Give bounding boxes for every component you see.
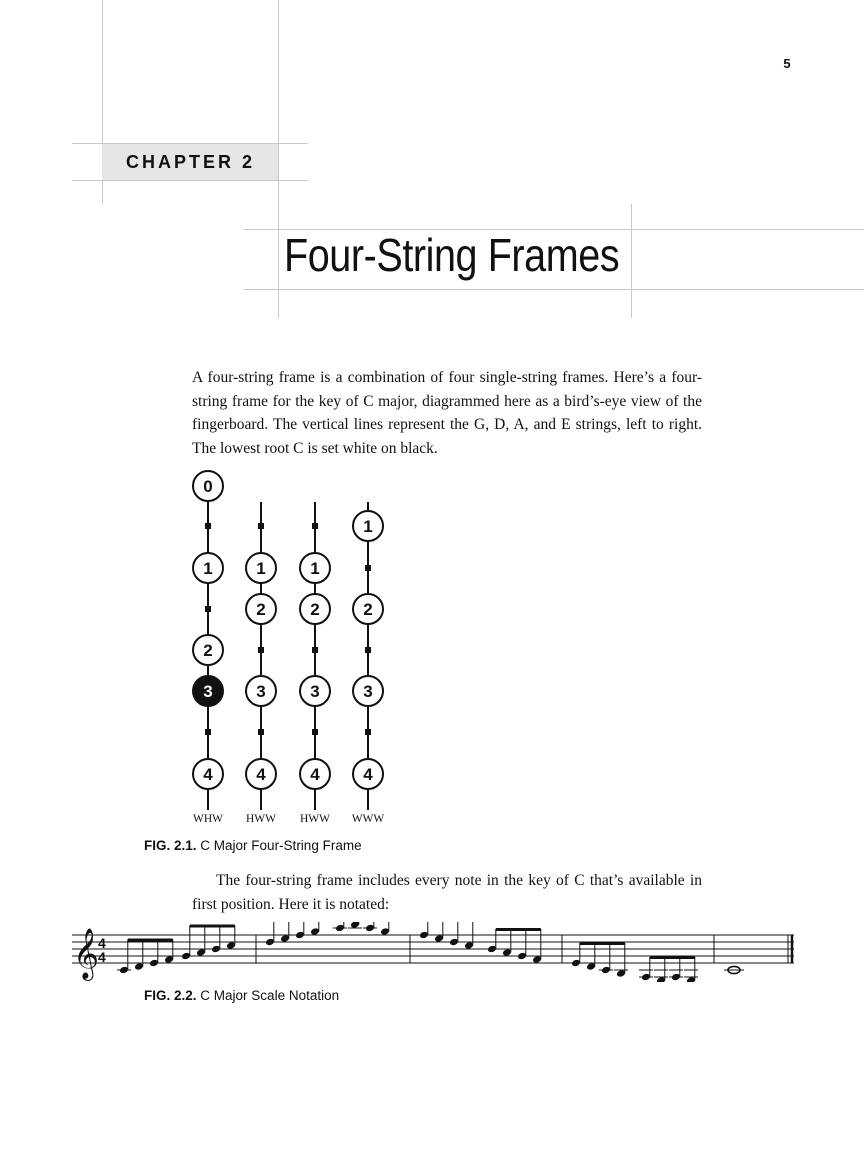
note-beam xyxy=(190,925,235,928)
interval-pattern-label: HWW xyxy=(299,813,331,825)
finger-number: 4 xyxy=(256,765,266,784)
finger-number: 2 xyxy=(203,641,213,660)
note-beam xyxy=(650,956,695,959)
finger-number: 1 xyxy=(310,559,320,578)
grid-rule-vertical-2 xyxy=(278,0,279,318)
figure-2-number: FIG. 2.2. xyxy=(144,988,197,1003)
note-beam xyxy=(580,942,625,945)
fret-marker xyxy=(312,523,318,529)
finger-number: 1 xyxy=(256,559,266,578)
fret-marker xyxy=(312,729,318,735)
finger-number: 1 xyxy=(203,559,213,578)
four-string-frame-diagram xyxy=(180,464,410,830)
finger-number: 3 xyxy=(256,682,266,701)
fret-marker xyxy=(258,523,264,529)
finger-number: 4 xyxy=(310,765,320,784)
finger-number: 2 xyxy=(310,600,320,619)
figure-1-caption-text: C Major Four-String Frame xyxy=(200,838,362,853)
finger-number: 4 xyxy=(203,765,213,784)
interval-pattern-label: WHW xyxy=(192,813,224,825)
fret-marker xyxy=(365,647,371,653)
note-beam xyxy=(128,939,173,942)
treble-clef-icon: 𝄞 xyxy=(73,928,100,979)
figure-1-number: FIG. 2.1. xyxy=(144,838,197,853)
grid-rule-horizontal-4 xyxy=(244,289,864,290)
finger-number: 3 xyxy=(310,682,320,701)
fret-marker xyxy=(365,729,371,735)
fret-marker xyxy=(312,647,318,653)
finger-number: 1 xyxy=(363,517,373,536)
body-paragraph-1: A four-string frame is a combination of four single-string frames. Here’s a four-string frame for the key of C major, diagrammed here as a bird’s-eye view of the fingerboard. The vertical lines represent the G, D, A, and E strings, left to right. The lowest root C is set white on black. xyxy=(192,369,702,457)
finger-number: 4 xyxy=(363,765,373,784)
interval-pattern-label: HWW xyxy=(245,813,277,825)
grid-rule-horizontal-2 xyxy=(72,180,308,181)
figure-2-caption xyxy=(144,988,339,1003)
fret-marker xyxy=(205,729,211,735)
fret-marker xyxy=(205,523,211,529)
finger-number: 3 xyxy=(203,682,213,701)
figure-2-caption-text: C Major Scale Notation xyxy=(200,988,340,1003)
finger-number: 0 xyxy=(203,477,213,496)
fret-marker xyxy=(365,565,371,571)
chapter-label: CHAPTER 2 xyxy=(126,152,256,172)
finger-number: 2 xyxy=(363,600,373,619)
time-signature-bottom: 4 xyxy=(98,949,106,965)
c-major-scale-staff xyxy=(70,922,800,982)
grid-rule-vertical-3 xyxy=(631,204,632,318)
finger-number: 3 xyxy=(363,682,373,701)
time-signature-top: 4 xyxy=(98,935,106,951)
chapter-title: Four-String Frames xyxy=(284,229,620,281)
interval-pattern-label: WWW xyxy=(351,813,385,825)
scale-notes xyxy=(117,922,744,982)
figure-1-caption xyxy=(144,838,362,853)
fret-marker xyxy=(258,729,264,735)
fret-marker xyxy=(258,647,264,653)
body-paragraph-2: The four-string frame includes every note in the key of C that’s available in first position. Here it is notated: xyxy=(192,872,702,913)
page-number: 5 xyxy=(783,56,791,71)
note-beam xyxy=(496,928,541,931)
finger-number: 2 xyxy=(256,600,266,619)
fret-marker xyxy=(205,606,211,612)
